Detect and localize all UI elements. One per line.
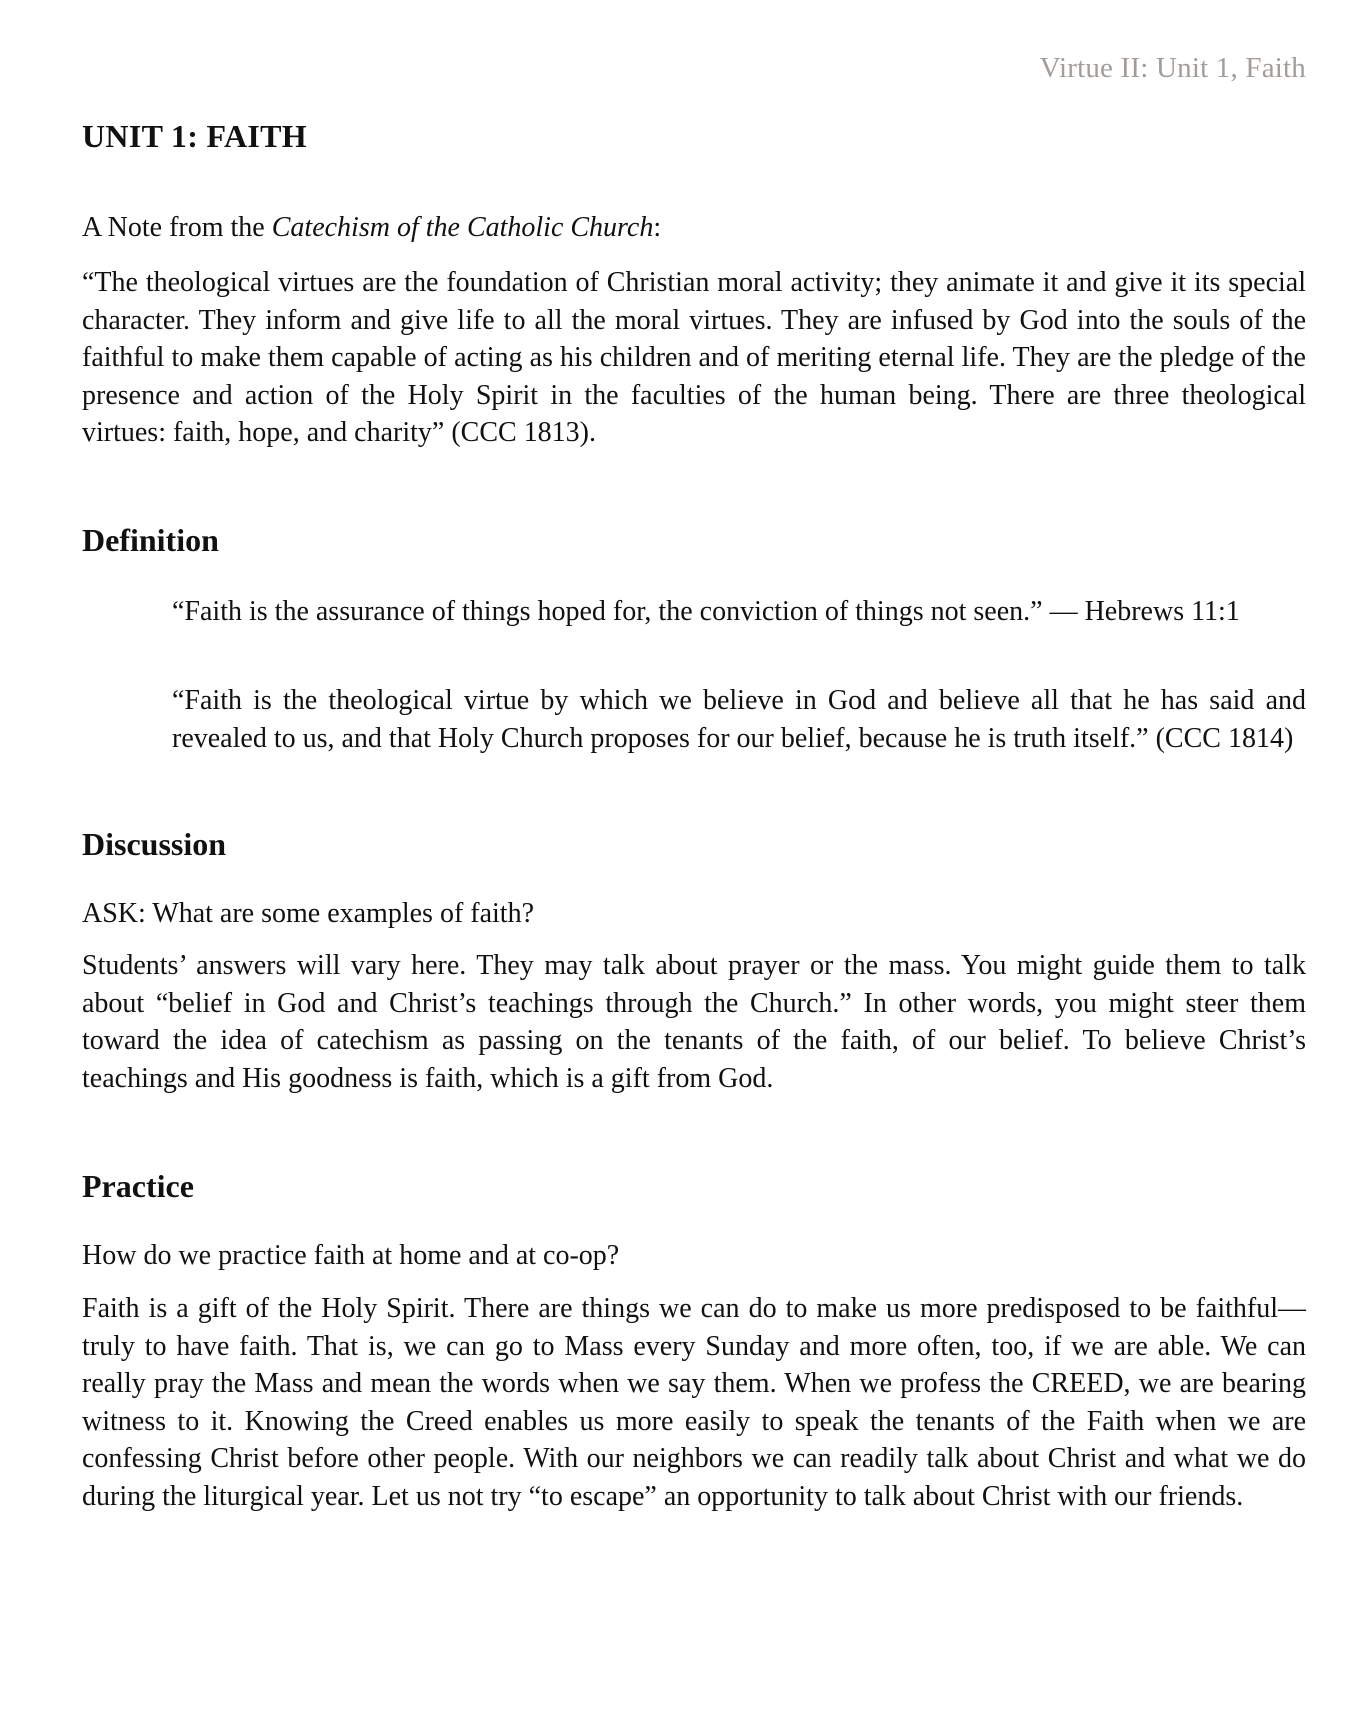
practice-body-block [82, 1290, 1306, 1515]
catechism-note-intro [82, 212, 661, 244]
section-heading-definition: Definition [82, 522, 219, 558]
note-intro-prefix: A Note from the [82, 212, 272, 243]
section-heading-practice: Practice [82, 1168, 194, 1204]
catechism-quote: “The theological virtues are the foundation of Christian moral activity; they animate it and give it its special character. They inform and give life to all the moral virtues. They are infused by God into the souls of the faithful to make them capable of acting as his children and of meriting eternal life. They are the pledge of the presence and action of the Holy Spirit in the faculties of the human being. There are three theological virtues: faith, hope, and charity” (CCC 1813). [82, 267, 1306, 448]
section-heading-discussion: Discussion [82, 826, 227, 862]
definition-quote-text: “Faith is the theological virtue by which we believe in God and believe all that he has said and revealed to us, and that Holy Church proposes for our belief, because he is truth itself.” (CCC 1814) [172, 685, 1306, 754]
definition-quote-hebrews [172, 593, 1306, 631]
catechism-quote-block [82, 264, 1306, 452]
definition-quote-ccc [172, 682, 1306, 757]
practice-question: How do we practice faith at home and at co-op? [82, 1240, 620, 1271]
practice-body: Faith is a gift of the Holy Spirit. There are things we can do to make us more predisposed to be faithful— truly to have faith. That is, we can go to Mass every Sunday and more often, too, if we are able. We can really pray the Mass and mean the words when we say them. When we profess the CREED, we are bearing witness to it. Knowing the Creed enables us more easily to speak the tenants of the Faith when we are confessing Christ before other people. With our neighbors we can readily talk about Christ and what we do during the liturgical year. Let us not try “to escape” an opportunity to talk about Christ with our friends. [82, 1293, 1306, 1512]
running-header: Virtue II: Unit 1, Faith [1039, 52, 1306, 84]
note-intro-source: Catechism of the Catholic Church [271, 212, 654, 243]
note-intro-suffix: : [653, 212, 662, 243]
unit-title: UNIT 1: FAITH [82, 118, 307, 154]
discussion-answer-block [82, 947, 1306, 1097]
discussion-ask-prompt: ASK: What are some examples of faith? [82, 898, 535, 929]
definition-quote-text: “Faith is the assurance of things hoped for, the conviction of things not seen.” — Hebrews 11:1 [172, 596, 1240, 627]
discussion-answer: Students’ answers will vary here. They may talk about prayer or the mass. You might guide them to talk about “belief in God and Christ’s teachings through the Church.” In other words, you might steer them toward the idea of catechism as passing on the tenants of the faith, of our belief. To believe Christ’s teachings and His goodness is faith, which is a gift from God. [82, 950, 1306, 1094]
